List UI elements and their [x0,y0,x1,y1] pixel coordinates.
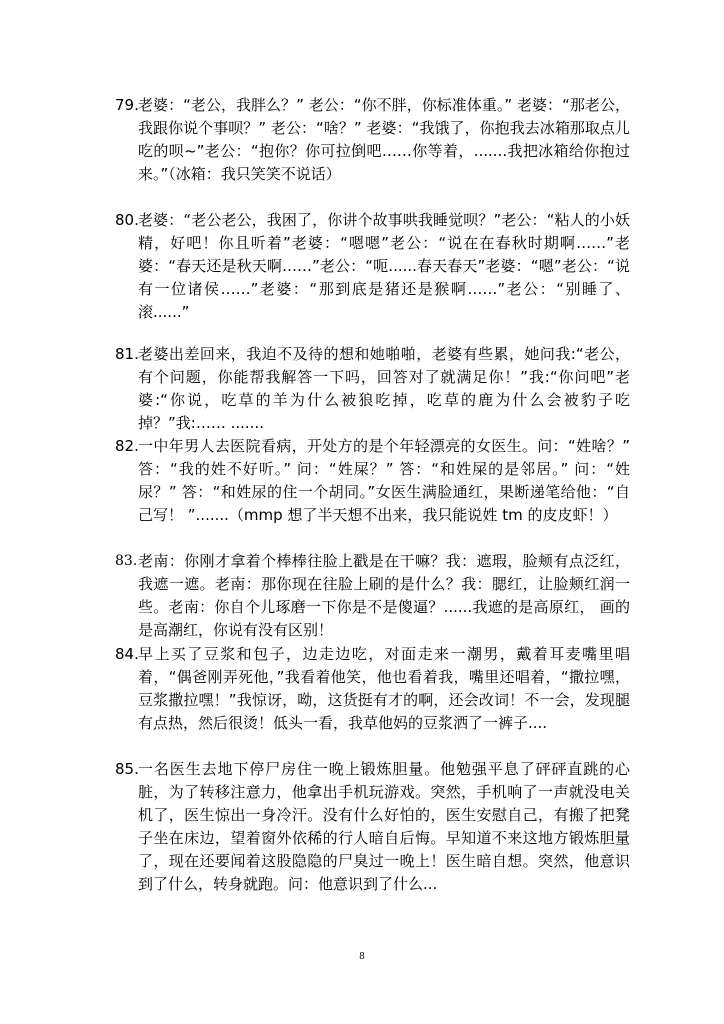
joke-text: 一名医生去地下停尸房住一晚上锻炼胆量。他勉强平息了砰砰直跳的心脏，为了转移注意力，他拿出手机玩游戏。突然，手机响了一声就没电关机了，医生惊出一身冷汗。没有什么好怕的，医生安慰自己，有搬了把凳子坐在床边，望着窗外依稀的行人暗自后悔。早知道不来这地方锻炼胆量了，现在还要闻着这股隐隐的尸臭过一晚上！医生暗自想。突然，他意识到了什么，转身就跑。问：他意识到了什么... [138,760,630,893]
joke-text: 老南：你刚才拿着个棒棒往脸上戳是在干嘛？我：遮瑕，脸颊有点泛红，我遮一遮。老南：那你现在往脸上刷的是什么？我：腮红，让脸颊红润一些。老南：你自个儿琢磨一下你是不是傻逼？......我遮的是高原红， 画的是高潮红，你说有没有区别！ [138,552,630,639]
joke-item-83 [115,550,630,642]
item-number: 80. [115,211,139,229]
item-number: 84. [115,645,139,663]
item-number: 79. [115,96,139,114]
joke-item-79 [115,94,630,186]
joke-text: 老婆：“老公，我胖么？” 老公：“你不胖，你标准体重。” 老婆：“那老公，我跟你说个事呗？” 老公：“啥？” 老婆：“我饿了，你抱我去冰箱那取点儿吃的呗~”老公：“抱你？你可拉倒吧……你等着，.......我把冰箱给你抱过来。”（冰箱：我只笑笑不说话） [138,96,630,183]
joke-text: 早上买了豆浆和包子，边走边吃，对面走来一潮男，戴着耳麦嘴里唱着，“偶爸刚弄死他，”我看着他笑，他也看着我，嘴里还唱着，“撒拉嘿，豆浆撒拉嘿！”我惊讶，呦，这货挺有才的啊，还会改词！不一会，发现腿有点热，然后很烫！低头一看，我草他妈的豆浆洒了一裤子.... [138,645,630,732]
page-number: 8 [359,952,365,962]
joke-text: 老婆出差回来，我迫不及待的想和她啪啪，老婆有些累，她问我:“老公，有个问题，你能帮我解答一下吗，回答对了就满足你！”我:“你问吧”老婆:“你说，吃草的羊为什么被狼吃掉，吃草的鹿为什么会被豹子吃掉？”我:…… ....... [138,345,630,432]
joke-item-84 [115,643,630,735]
joke-text: 一中年男人去医院看病，开处方的是个年轻漂亮的女医生。问：“姓啥？” 答：“我的姓不好听。” 问：“姓屎？” 答：“和姓屎的是邻居。” 问：“姓尿？” 答：“和姓尿的住一个胡同。”女医生满脸通红，果断递笔给他：“自己写！ ”.......（mmp 想了半天想不出来，我只能说姓 tm 的皮皮虾！） [138,437,630,524]
joke-item-82 [115,435,630,527]
item-number: 83. [115,553,138,569]
joke-item-80 [115,209,630,324]
item-number: 85. [115,760,139,778]
joke-item-81 [115,343,630,435]
item-number: 81. [115,345,139,363]
joke-item-85 [115,758,630,896]
item-number: 82. [115,437,139,455]
joke-text: 老婆：“老公老公，我困了，你讲个故事哄我睡觉呗？”老公：“粘人的小妖精，好吧！你且听着”老婆：“嗯嗯”老公：“说在在春秋时期啊……”老婆：“春天还是秋天啊……”老公：“呃......春天春天”老婆：“嗯”老公：“说有一位诸侯……”老婆：“那到底是猪还是猴啊……”老公：“别睡了、滚......” [138,211,630,321]
